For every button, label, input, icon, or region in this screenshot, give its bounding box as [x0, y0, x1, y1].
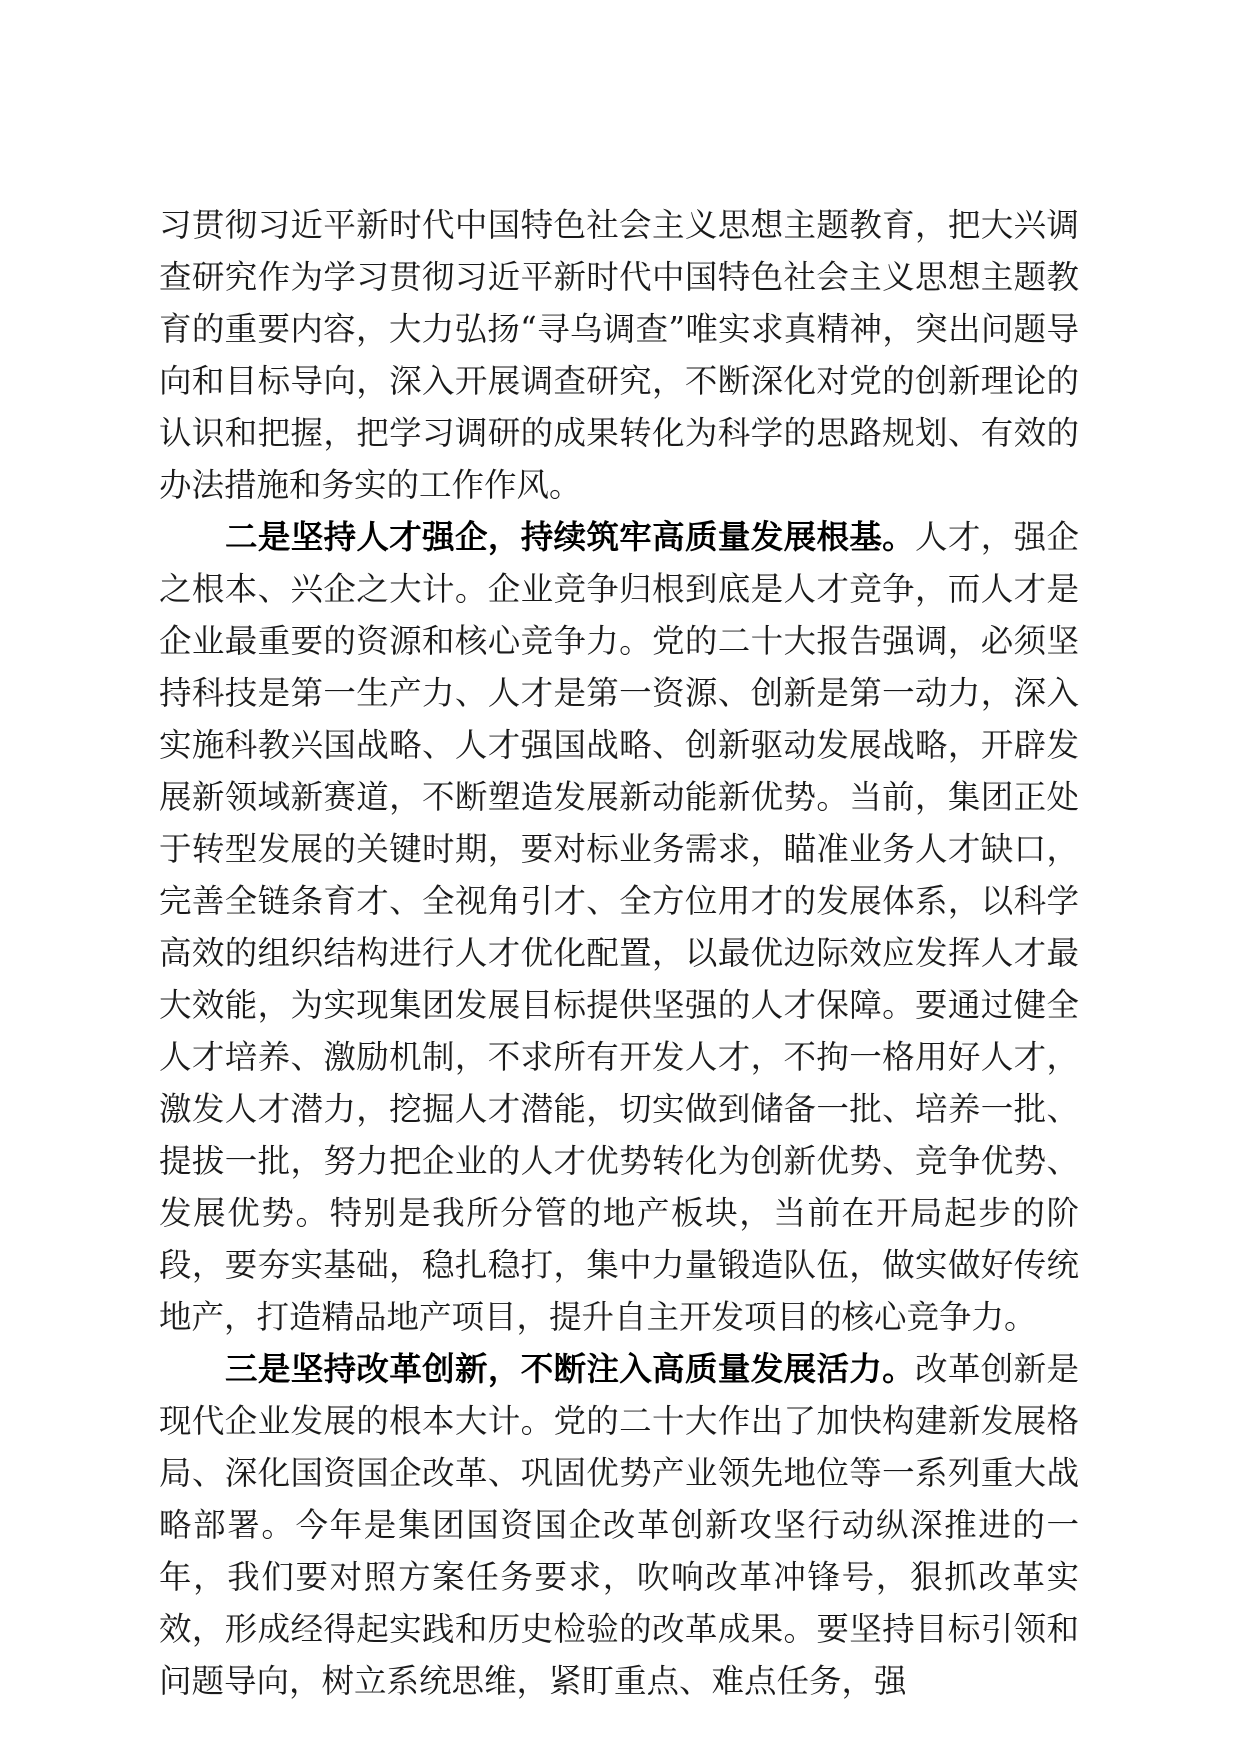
- paragraph-lead-heading: 三是坚持改革创新，不断注入高质量发展活力。: [225, 1349, 916, 1388]
- paragraph-lead-heading: 二是坚持人才强企，持续筑牢高质量发展根基。: [225, 517, 916, 556]
- paragraph-continuation: [159, 199, 1079, 511]
- paragraph-text: 人才，强企之根本、兴企之大计。企业竞争归根到底是人才竞争，而人才是企业最重要的资源和核心竞争力。党的二十大报告强调，必须坚持科技是第一生产力、人才是第一资源、创新是第一动力，深入实施科教兴国战略、人才强国战略、创新驱动发展战略，开辟发展新领域新赛道，不断塑造发展新动能新优势。当前，集团正处于转型发展的关键时期，要对标业务需求，瞄准业务人才缺口，完善全链条育才、全视角引才、全方位用才的发展体系，以科学高效的组织结构进行人才优化配置，以最优边际效应发挥人才最大效能，为实现集团发展目标提供坚强的人才保障。要通过健全人才培养、激励机制，不求所有开发人才，不拘一格用好人才，激发人才潜力，挖掘人才潜能，切实做到储备一批、培养一批、提拔一批，努力把企业的人才优势转化为创新优势、竞争优势、发展优势。特别是我所分管的地产板块，当前在开局起步的阶段，要夯实基础，稳扎稳打，集中力量锻造队伍，做实做好传统地产，打造精品地产项目，提升自主开发项目的核心竞争力。: [159, 518, 1079, 1336]
- paragraph-text: 习贯彻习近平新时代中国特色社会主义思想主题教育，把大兴调查研究作为学习贯彻习近平新时代中国特色社会主义思想主题教育的重要内容，大力弘扬“寻乌调查”唯实求真精神，突出问题导向和目标导向，深入开展调查研究，不断深化对党的创新理论的认识和把握，把学习调研的成果转化为科学的思路规划、有效的办法措施和务实的工作作风。: [159, 206, 1079, 504]
- paragraph-talent: [159, 511, 1079, 1343]
- document-body: [159, 199, 1079, 1707]
- paragraph-reform: [159, 1343, 1079, 1707]
- paragraph-text: 改革创新是现代企业发展的根本大计。党的二十大作出了加快构建新发展格局、深化国资国企改革、巩固优势产业领先地位等一系列重大战略部署。今年是集团国资国企改革创新攻坚行动纵深推进的一年，我们要对照方案任务要求，吹响改革冲锋号，狠抓改革实效，形成经得起实践和历史检验的改革成果。要坚持目标引领和问题导向，树立系统思维，紧盯重点、难点任务，强: [159, 1350, 1079, 1700]
